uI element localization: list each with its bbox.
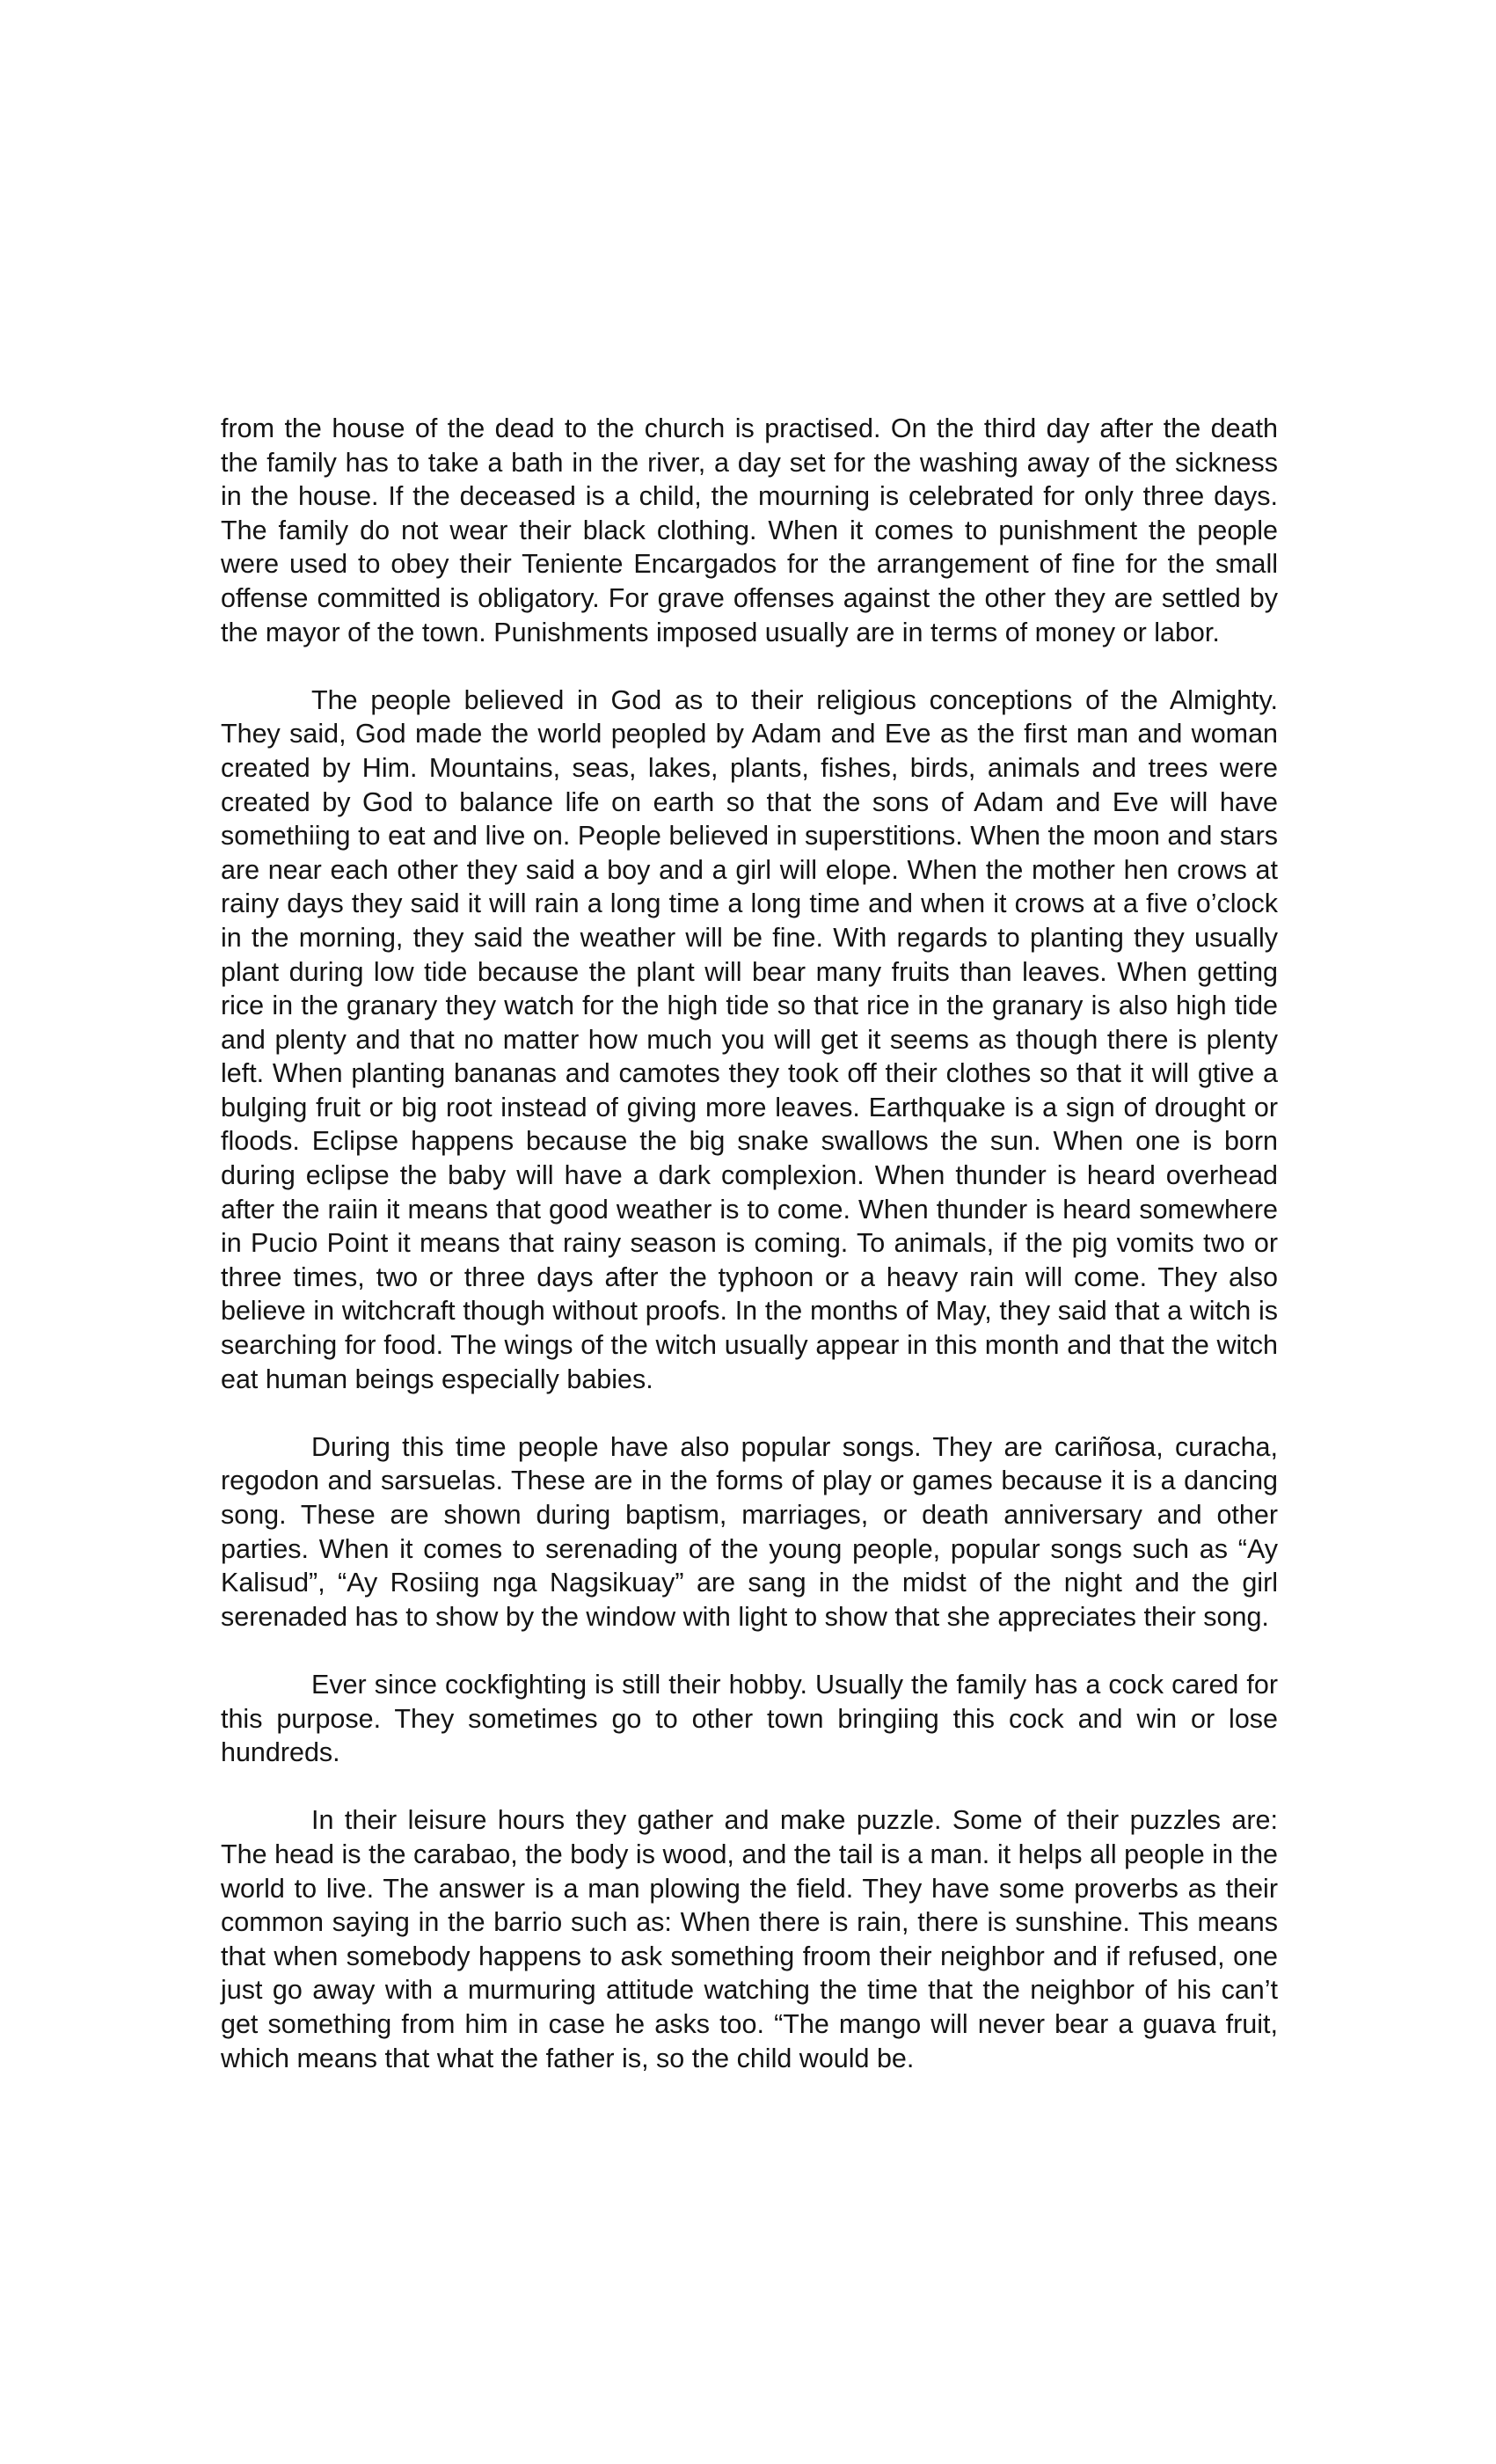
paragraph-funeral-customs: from the house of the dead to the church is practised. On the third day after the death the family has to take a bath in the river, a day set for the washing away of the sickness in the house. If the deceased is a child, the mourning is celebrated for only three days. The family do not wear their black clothing. When it comes to punishment the people were used to obey their Teniente Encargados for the arrangement of fine for the small offense committed is obligatory. For grave offenses against the other they are settled by the mayor of the town. Punishments imposed usually are in terms of money or labor. bbox=[221, 413, 1278, 647]
paragraph-cockfighting: Ever since cockfighting is still their hobby. Usually the family has a cock cared for this purpose. They sometimes go to other town bringiing this cock and win or lose hundreds. bbox=[221, 1669, 1278, 1768]
document-page bbox=[221, 412, 1278, 2075]
paragraph-popular-songs: During this time people have also popular songs. They are cariñosa, curacha, regodon and sarsuelas. These are in the forms of play or games because it is a dancing song. These are shown during baptism, marriages, or death anniversary and other parties. When it comes to serenading of the young people, popular songs such as “Ay Kalisud”, “Ay Rosiing nga Nagsikuay” are sang in the midst of the night and the girl serenaded has to show by the window with light to show that she appreciates their song. bbox=[221, 1431, 1278, 1632]
paragraph-puzzles-proverbs: In their leisure hours they gather and make puzzle. Some of their puzzles are: The head is the carabao, the body is wood, and the tail is a man. it helps all people in the world to live. The answer is a man plowing the field. They have some proverbs as their common saying in the barrio such as: When there is rain, there is sunshine. This means that when somebody happens to ask something froom their neighbor and if refused, one just go away with a murmuring attitude watching the time that the neighbor of his can’t get something from him in case he asks too. “The mango will never bear a guava fruit, which means that what the father is, so the child would be. bbox=[221, 1805, 1278, 2073]
paragraph-beliefs-superstitions: The people believed in God as to their religious conceptions of the Almighty. They said, God made the world peopled by Adam and Eve as the first man and woman created by Him. Mountains, seas, lakes, plants, fishes, birds, animals and trees were created by God to balance life on earth so that the sons of Adam and Eve will have somethiing to eat and live on. People believed in superstitions. When the moon and stars are near each other they said a boy and a girl will elope. When the mother hen crows at rainy days they said it will rain a long time a long time and when it crows at a five o’clock in the morning, they said the weather will be fine. With regards to planting they usually plant during low tide because the plant will bear many fruits than leaves. When getting rice in the granary they watch for the high tide so that rice in the granary is also high tide and plenty and that no matter how much you will get it seems as though there is plenty left. When planting bananas and camotes they took off their clothes so that it will gtive a bulging fruit or big root instead of giving more leaves. Earthquake is a sign of drought or floods. Eclipse happens because the big snake swallows the sun. When one is born during eclipse the baby will have a dark complexion. When thunder is heard overhead after the raiin it means that good weather is to come. When thunder is heard somewhere in Pucio Point it means that rainy season is coming. To animals, if the pig vomits two or three times, two or three days after the typhoon or a heavy rain will come. They also believe in witchcraft though without proofs. In the months of May, they said that a witch is searching for food. The wings of the witch usually appear in this month and that the witch eat human beings especially babies. bbox=[221, 684, 1278, 1394]
